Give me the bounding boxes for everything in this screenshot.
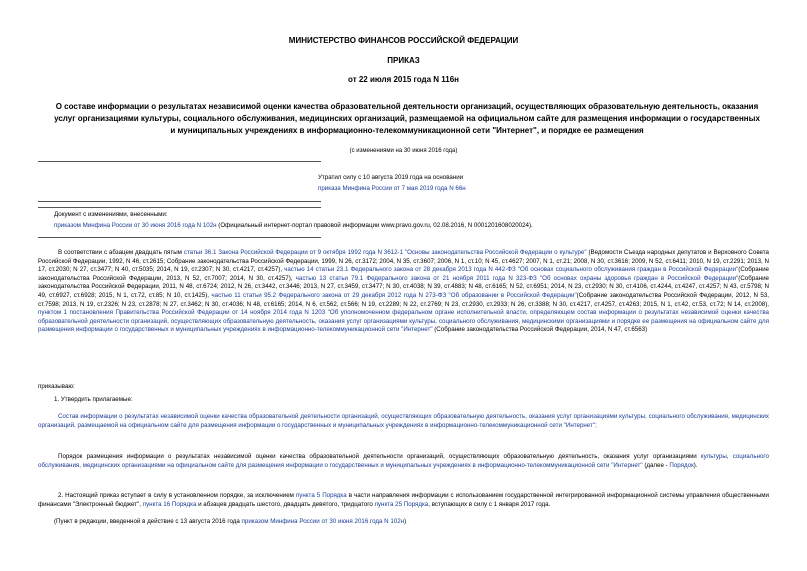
item-2-text: 2. Настоящий приказ вступает в силу в установленном порядке, за исключением (58, 492, 296, 499)
law-social-link[interactable]: частью 14 статьи 23.1 Федерального закона от 28 декабря 2013 года N 442-ФЗ "Об основах социального обслуживания граждан в Российской Федерации" (284, 266, 739, 274)
clause-16-link[interactable]: пункта 16 Порядка (142, 500, 197, 508)
amendment-text: ) (404, 518, 407, 525)
date-number: от 22 июля 2015 года N 116н (348, 75, 459, 84)
preamble-text: В соответствии с абзацем двадцать пятым (58, 249, 184, 256)
doc-type-heading: ПРИКАЗ (387, 56, 420, 65)
divider (38, 201, 321, 202)
composition-paragraph (38, 413, 769, 430)
item-1: 1. Утвердить прилагаемые: (54, 396, 133, 403)
law-health-link[interactable]: частью 13 статьи 79.1 Федерального закона от 21 ноября 2011 года N 323-ФЗ "Об основах охраны здоровья граждан в Российской Федерации" (295, 274, 739, 282)
item-2-paragraph (38, 492, 769, 509)
law-culture-link[interactable]: статьи 36.1 Закона Российской Федерации от 9 октября 1992 года N 3612-1 "Основы законодательства Российской Федерации о культуре" (183, 249, 587, 256)
government-decree-link[interactable]: пунктом 1 постановления Правительства Российской Федерации от 14 ноября 2014 года N 1203 "Об уполномоченном федеральном органе исполнительной власти, определяющем состав информации о результатах независимой оценки качества образовательной деятельности организаций, осуществляющих образовательную деятельность, оказания услуг организациями культуры, социального обслуживания, медицинскими организациями и порядке ее размещения на официальном сайте для размещения информации о государственных и муниципальных учреждениях в информационно-телекоммуникационной сети "Интернет" (38, 309, 769, 334)
changes-order-link[interactable]: приказом Минфина России от 30 июня 2016 года N 102н (54, 222, 217, 229)
item-2-text: в части направления информации с использованием государственной интегрированной информационной системы управления общественными финансами "Электронный бюджет", (38, 492, 769, 508)
changes-label: Документ с изменениями, внесенными: (54, 211, 168, 218)
changes-source: (Официальный интернет-портал правовой информации www.pravo.gov.ru, 02.08.2016, N 0001201608020024). (216, 222, 533, 229)
clause-25-link[interactable]: пункта 25 Порядка (374, 500, 429, 508)
status-line: Утратил силу с 10 августа 2019 года на основании (318, 174, 464, 181)
preamble-paragraph (38, 249, 769, 335)
clause-5-link[interactable]: пункта 5 Порядка (295, 492, 347, 499)
preamble-text: (Собрание законодательства Российской Федерации, 2011, N 48, ст.6724; 2012, N 26, ст.3442, ст.3446; 2013, N 27, ст.3459, ст.3477; N 30, ст.4038; N 39, ст.4883; N 48, ст.6165; N 52, ст.6951; 2014, N 23, ст.2930; N 30, ст.4106, ст.4244, ст.4247, ст.4257; N 43, ст.5798; N 49, ст.6927, ст.6928; 2015, N 1, ст.72, ст.85; N 10, ст.1425), (38, 274, 769, 299)
order-word: приказываю: (38, 383, 75, 390)
edition-note: (с изменениями на 30 июня 2016 года) (349, 148, 458, 154)
procedure-short-link[interactable]: Порядок (669, 461, 694, 469)
item-2-text: , вступающих в силу с 1 января 2017 года. (428, 500, 551, 508)
preamble-text: (Собрание законодательства Российской Федерации, 2012, N 53, ст.7598; 2013, N 19, ст.2326; N 23, ст.2878; N 27, ст.3462; N 30, ст.4036; N 48, ст.6165; 2014, N 6, ст.562, ст.566; N 19, ст.2289; N 22, ст.2769; N 23, ст.2930, ст.2933; N 26, ст.3388; N 30, ст.4217, ст.4257, ст.4263; 2015, N 1, ст.42, ст.53, ст.72; N 14, ст.2008), (38, 291, 769, 308)
changes-line (54, 222, 533, 231)
procedure-text: Порядок размещения информации о результатах независимой оценки качества образовательной деятельности организаций, осуществляющих образовательную деятельность, оказания услуг организациями (58, 453, 701, 460)
status-link-wrap (318, 185, 466, 194)
ministry-heading: МИНИСТЕРСТВО ФИНАНСОВ РОССИЙСКОЙ ФЕДЕРАЦИИ (288, 36, 519, 45)
repeal-order-link[interactable]: приказа Минфина России от 7 мая 2019 года N 66н (318, 185, 466, 192)
amendment-order-link[interactable]: приказом Минфина России от 30 июня 2016 года N 102н (241, 518, 405, 525)
document-title: О составе информации о результатах независимой оценки качества образовательной деятельности организаций, осуществляющих образовательную деятельность, оказания услуг организациями культуры, социального обслуживания, медицинских организаций, размещаемой на официальном сайте для размещения информации о государственных и муниципальных учреждениях в информационно-телекоммуникационной сети "Интернет", и порядке ее размещения (54, 102, 760, 135)
composition-link[interactable]: Состав информации о результатах независимой оценки качества образовательной деятельности организаций, осуществляющих образовательную деятельность, оказания услуг организациями культуры, социального обслуживания, медицинских организаций, размещаемой на официальном сайте для размещения информации о государственных и муниципальных учреждениях в информационно-телекоммуникационной сети "Интернет"; (38, 413, 769, 429)
preamble-text: (Собрание законодательства Российской Федерации, 2013, N 52, ст.7007; 2014, N 30, ст.4257), (38, 266, 769, 282)
preamble-text: (Ведомости Съезда народных депутатов и Верховного Совета Российской Федерации, 1992, N 46, ст.2615; Собрание законодательства Российской Федерации, 1999, N 26, ст.3172; 2004, N 35, ст.3607; 2006, N 1, ст.10; N 45, ст.4627; 2007, N 1, ст.21; 2008, N 30, ст.3616; 2009, N 52, ст.6411; 2010, N 19, ст.2291; 2013, N 17, ст.2030; N 27, ст.3477; N 40, ст.5035; 2014, N 19, ст.2307; N 30, ст.4217, ст.4257), (38, 249, 769, 274)
procedure-text: (далее - (642, 461, 670, 469)
divider (38, 161, 321, 162)
amendment-text: (Пункт в редакции, введенной в действие с 13 августа 2016 года (54, 518, 242, 525)
preamble-text: (Собрание законодательства Российской Федерации, 2014, N 47, ст.6563) (432, 326, 648, 334)
law-education-link[interactable]: частью 11 статьи 95.2 Федерального закона от 29 декабря 2012 года N 273-ФЗ "Об образовании в Российской Федерации" (211, 291, 577, 299)
procedure-text: ). (693, 461, 698, 469)
item-2-text: и абзацев двадцать шестого, двадцать девятого, тридцатого (196, 500, 375, 508)
amendment-note (54, 518, 406, 527)
divider (38, 237, 321, 238)
procedure-paragraph (38, 453, 769, 470)
procedure-link[interactable]: культуры, социального обслуживания, медицинских организациями на официальном сайте для размещения информации о государственных и муниципальных учреждениях в информационно-телекоммуникационной сети "Интернет" (38, 453, 769, 469)
divider (38, 207, 321, 208)
